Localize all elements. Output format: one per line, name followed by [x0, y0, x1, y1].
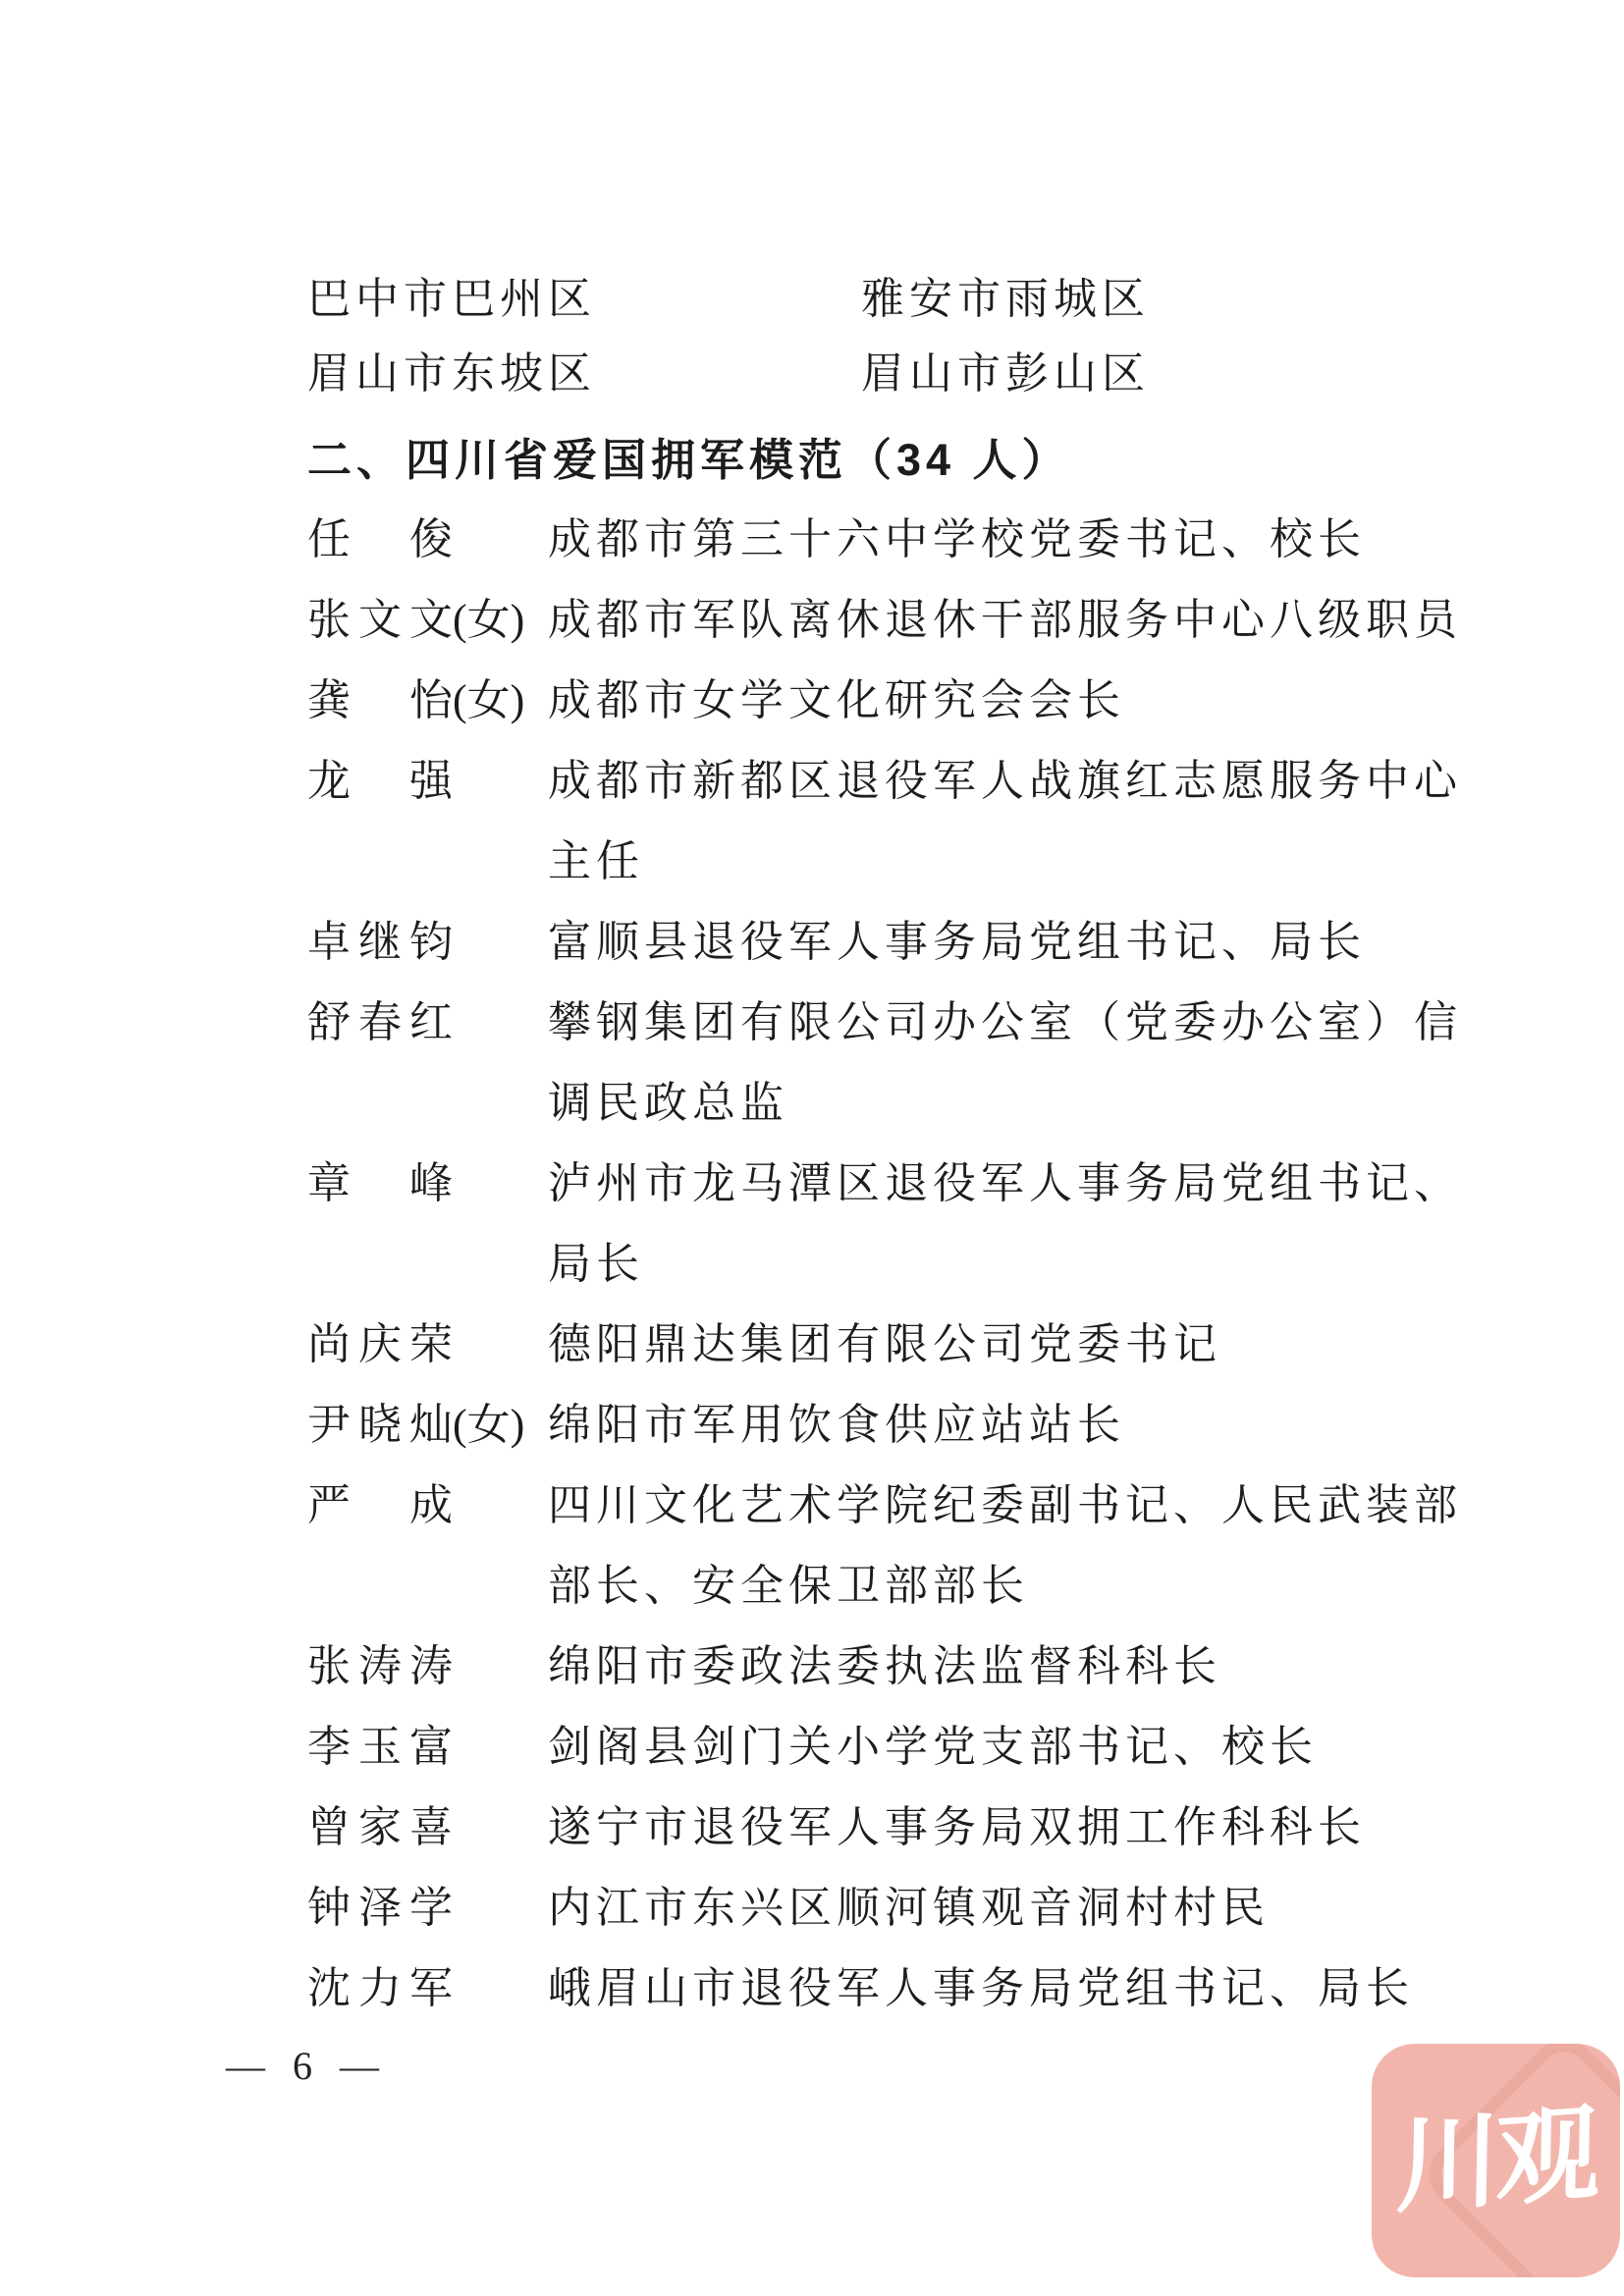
entry-title-cell — [548, 902, 1466, 983]
award-entry-list — [307, 500, 1466, 2029]
entry-name: 钟泽学 — [307, 1884, 453, 1932]
entry-name: 严 成 — [307, 1481, 453, 1529]
entry-title-cell — [548, 1788, 1466, 1868]
entry-name: 张文文 — [307, 596, 453, 644]
entry-name: 龚 怡 — [307, 676, 453, 724]
entry-title-line: 成都市新都区退役军人战旗红志愿服务中心 — [548, 757, 1462, 805]
entry-name-cell — [307, 983, 548, 1063]
region-pair-list — [307, 262, 1466, 411]
award-entry — [307, 1305, 1466, 1385]
entry-title-line: 成都市军队离休退休干部服务中心八级职员 — [548, 596, 1462, 644]
entry-title-line: 峨眉山市退役军人事务局党组书记、局长 — [548, 1964, 1414, 2012]
entry-title-line: 遂宁市退役军人事务局双拥工作科科长 — [548, 1803, 1366, 1851]
entry-female-marker: (女) — [453, 1401, 525, 1449]
award-entry — [307, 983, 1466, 1144]
entry-name: 尚庆荣 — [307, 1320, 453, 1368]
entry-name-cell — [307, 661, 548, 741]
award-entry — [307, 1949, 1466, 2029]
region-row — [307, 337, 1466, 411]
entry-title-line: 绵阳市军用饮食供应站站长 — [548, 1401, 1125, 1449]
award-entry — [307, 1868, 1466, 1949]
watermark-logo-text: 川观 — [1394, 2095, 1597, 2226]
entry-title-cell — [548, 1466, 1466, 1627]
entry-title-cell — [548, 1707, 1466, 1788]
entry-title-cell — [548, 983, 1466, 1144]
award-entry — [307, 1466, 1466, 1627]
region-name-right: 眉山市彭山区 — [861, 349, 1150, 398]
entry-name-cell — [307, 1627, 548, 1707]
entry-title-line: 泸州市龙马潭区退役军人事务局党组书记、 — [548, 1159, 1462, 1207]
entry-title-cell — [548, 1627, 1466, 1707]
entry-title-line: 部长、安全保卫部部长 — [548, 1562, 1029, 1610]
entry-name: 章 峰 — [307, 1159, 453, 1207]
award-entry — [307, 500, 1466, 580]
award-entry — [307, 1707, 1466, 1788]
entry-name: 尹晓灿 — [307, 1401, 453, 1449]
entry-female-marker: (女) — [453, 596, 525, 644]
entry-title-line: 剑阁县剑门关小学党支部书记、校长 — [548, 1723, 1318, 1771]
award-entry — [307, 902, 1466, 983]
entry-name-cell — [307, 1868, 548, 1949]
entry-title-line: 主任 — [548, 837, 644, 885]
entry-title-cell — [548, 1305, 1466, 1385]
region-name-left: 眉山市东坡区 — [307, 349, 596, 398]
entry-name: 沈力军 — [307, 1964, 453, 2012]
award-entry — [307, 580, 1466, 661]
entry-name-cell — [307, 741, 548, 822]
entry-name-cell — [307, 580, 548, 661]
entry-name-cell — [307, 1385, 548, 1466]
entry-title-cell — [548, 580, 1466, 661]
entry-name-cell — [307, 902, 548, 983]
entry-female-marker: (女) — [453, 676, 525, 724]
entry-title-cell — [548, 1949, 1466, 2029]
entry-title-cell — [548, 1868, 1466, 1949]
entry-title-line: 成都市女学文化研究会会长 — [548, 676, 1125, 724]
entry-name: 曾家喜 — [307, 1803, 453, 1851]
region-row — [307, 262, 1466, 337]
chuanguan-watermark — [1372, 2044, 1620, 2277]
entry-title-line: 富顺县退役军人事务局党组书记、局长 — [548, 918, 1366, 966]
entry-name-cell — [307, 1144, 548, 1224]
entry-name: 舒春红 — [307, 998, 453, 1046]
page-number: — 6 — — [226, 2044, 381, 2088]
entry-name: 卓继钧 — [307, 918, 453, 966]
entry-title-cell — [548, 741, 1466, 902]
entry-title-cell — [548, 500, 1466, 580]
region-name-left: 巴中市巴州区 — [307, 275, 596, 323]
entry-title-line: 调民政总监 — [548, 1079, 788, 1127]
entry-title-line: 攀钢集团有限公司办公室（党委办公室）信 — [548, 998, 1462, 1046]
entry-title-cell — [548, 1385, 1466, 1466]
entry-name-cell — [307, 1949, 548, 2029]
entry-name-cell — [307, 500, 548, 580]
award-entry — [307, 1788, 1466, 1868]
entry-title-line: 成都市第三十六中学校党委书记、校长 — [548, 515, 1366, 563]
award-entry — [307, 1144, 1466, 1305]
entry-title-line: 绵阳市委政法委执法监督科科长 — [548, 1642, 1221, 1690]
section-heading: 二、四川省爱国拥军模范（34 人） — [307, 435, 1071, 485]
entry-name-cell — [307, 1788, 548, 1868]
region-name-right: 雅安市雨城区 — [861, 275, 1150, 323]
entry-title-line: 内江市东兴区顺河镇观音洞村村民 — [548, 1884, 1270, 1932]
entry-title-line: 德阳鼎达集团有限公司党委书记 — [548, 1320, 1221, 1368]
entry-title-line: 四川文化艺术学院纪委副书记、人民武装部 — [548, 1481, 1462, 1529]
entry-name: 李玉富 — [307, 1723, 453, 1771]
page-content — [307, 262, 1466, 2029]
award-entry — [307, 661, 1466, 741]
entry-title-line: 局长 — [548, 1240, 644, 1288]
entry-name: 任 俊 — [307, 515, 453, 563]
entry-name-cell — [307, 1305, 548, 1385]
entry-name: 张涛涛 — [307, 1642, 453, 1690]
entry-title-cell — [548, 1144, 1466, 1305]
award-entry — [307, 741, 1466, 902]
award-entry — [307, 1385, 1466, 1466]
entry-name-cell — [307, 1707, 548, 1788]
entry-title-cell — [548, 661, 1466, 741]
entry-name: 龙 强 — [307, 757, 453, 805]
entry-name-cell — [307, 1466, 548, 1546]
award-entry — [307, 1627, 1466, 1707]
